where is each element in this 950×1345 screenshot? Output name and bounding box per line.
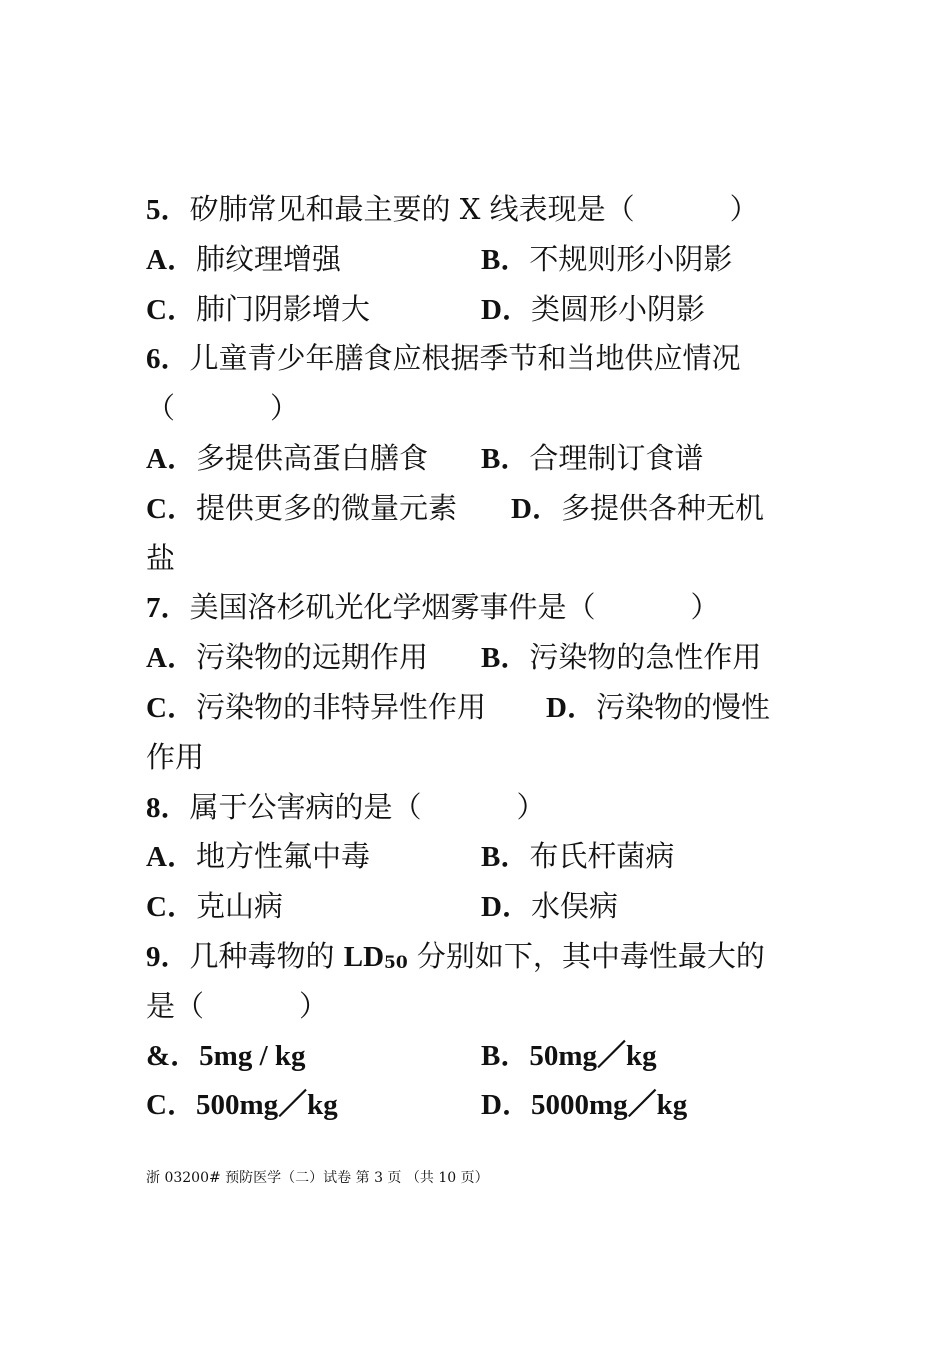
- question-6-options-cd: [146, 484, 816, 534]
- question-text-wrap: 是（: [146, 988, 205, 1023]
- question-number: 9．: [146, 940, 190, 973]
- option-a-text: 多提供高蛋白膳食: [195, 440, 428, 475]
- option-d: [546, 683, 770, 734]
- option-a-label: A．: [146, 442, 196, 475]
- question-9-options-ab: [146, 1032, 816, 1082]
- question-5-stem: [146, 185, 816, 235]
- option-b-label: B．: [481, 1039, 530, 1072]
- option-b-text: 污染物的急性作用: [529, 640, 762, 675]
- option-b: [481, 832, 674, 883]
- option-d: [481, 882, 618, 933]
- option-d-text: 污染物的慢性: [595, 689, 770, 724]
- question-8-stem: [146, 783, 816, 833]
- ld-subscript: 50: [384, 952, 408, 973]
- question-number: 7．: [146, 592, 190, 625]
- ld-label: LD: [343, 940, 385, 973]
- question-paren-close: ）: [270, 391, 300, 426]
- option-b-text: 布氏杆菌病: [529, 839, 675, 874]
- option-d-text: 多提供各种无机: [560, 490, 764, 525]
- option-d-label: D．: [511, 492, 561, 525]
- option-d-label: D．: [481, 1089, 531, 1122]
- option-d: [481, 1081, 687, 1131]
- option-c-label: C．: [146, 492, 196, 525]
- option-d-text: 5000mg／kg: [530, 1089, 688, 1122]
- question-9-options-cd: [146, 1081, 816, 1131]
- question-7-options-ab: [146, 633, 816, 683]
- option-d-label: D．: [546, 691, 596, 724]
- question-9-stem: [146, 932, 816, 982]
- question-text: 儿童青少年膳食应根据季节和当地供应情况: [189, 341, 741, 376]
- option-b: [481, 235, 732, 286]
- option-a-text: 肺纹理增强: [195, 241, 341, 276]
- option-d-text-wrap: 盐: [146, 540, 176, 575]
- question-9-stem-wrap: [146, 982, 816, 1032]
- question-6-option-d-wrap: [146, 534, 816, 584]
- option-a-label: &．: [146, 1039, 200, 1072]
- option-b-label: B．: [481, 442, 530, 475]
- option-b-label: B．: [481, 642, 530, 675]
- question-paren-close: ）: [690, 590, 720, 625]
- option-d-text-wrap: 作用: [146, 739, 205, 774]
- option-d: [481, 285, 705, 336]
- question-text-post: 分别如下，其中毒性最大的: [407, 938, 765, 973]
- question-text: 属于公害病的是（: [189, 789, 422, 824]
- option-b-text: 不规则形小阴影: [529, 241, 733, 276]
- question-number: 5．: [146, 194, 190, 226]
- question-list: [146, 185, 816, 1131]
- option-a-text: 地方性氟中毒: [195, 839, 370, 874]
- option-c-label: C．: [146, 891, 196, 924]
- option-c-label: C．: [146, 1089, 196, 1122]
- option-c-label: C．: [146, 691, 196, 724]
- question-paren-close: ）: [516, 789, 546, 824]
- option-b-text: 合理制订食谱: [529, 440, 704, 475]
- question-text: 美国洛杉矶光化学烟雾事件是（: [189, 590, 596, 625]
- question-text: 矽肺常见和最主要的 X 线表现是（: [189, 192, 635, 226]
- question-paren-close: ）: [299, 988, 329, 1023]
- option-c-label: C．: [146, 293, 196, 326]
- option-d: [511, 484, 764, 535]
- question-7-stem: [146, 583, 816, 633]
- option-d-label: D．: [481, 891, 531, 924]
- option-b-label: B．: [481, 243, 530, 276]
- question-8-options-ab: [146, 832, 816, 882]
- option-b-label: B．: [481, 841, 530, 874]
- question-6-stem: [146, 334, 816, 384]
- question-5-options-cd: [146, 285, 816, 335]
- page-footer: 浙 03200# 预防医学（二）试卷 第 3 页 （共 10 页）: [146, 1170, 489, 1186]
- option-b-text: 50mg／kg: [529, 1039, 657, 1072]
- option-d-text: 水俣病: [530, 889, 618, 924]
- question-6-options-ab: [146, 434, 816, 484]
- question-paren-open: （: [146, 391, 176, 426]
- option-a-label: A．: [146, 642, 196, 675]
- option-a-label: A．: [146, 841, 196, 874]
- option-c-text: 提供更多的微量元素: [195, 490, 457, 525]
- option-d-text: 类圆形小阴影: [530, 291, 705, 326]
- option-b: [481, 633, 761, 684]
- question-8-options-cd: [146, 882, 816, 932]
- question-7-option-d-wrap: [146, 733, 816, 783]
- question-number: 8．: [146, 791, 190, 824]
- option-c-text: 500mg／kg: [195, 1089, 338, 1122]
- question-paren-close: ）: [729, 192, 759, 226]
- question-6-stem-wrap: [146, 384, 816, 434]
- question-text-pre: 几种毒物的: [189, 938, 344, 973]
- question-7-options-cd: [146, 683, 816, 733]
- question-5-options-ab: [146, 235, 816, 285]
- option-c-text: 污染物的非特异性作用: [195, 689, 486, 724]
- question-number: 6．: [146, 343, 190, 376]
- option-a-label: A．: [146, 243, 196, 276]
- option-b: [481, 434, 703, 485]
- option-a-text: 5mg / kg: [199, 1039, 306, 1072]
- option-c-text: 肺门阴影增大: [195, 291, 370, 326]
- option-c-text: 克山病: [195, 889, 283, 924]
- option-d-label: D．: [481, 293, 531, 326]
- option-b: [481, 1032, 657, 1082]
- option-a-text: 污染物的远期作用: [195, 640, 428, 675]
